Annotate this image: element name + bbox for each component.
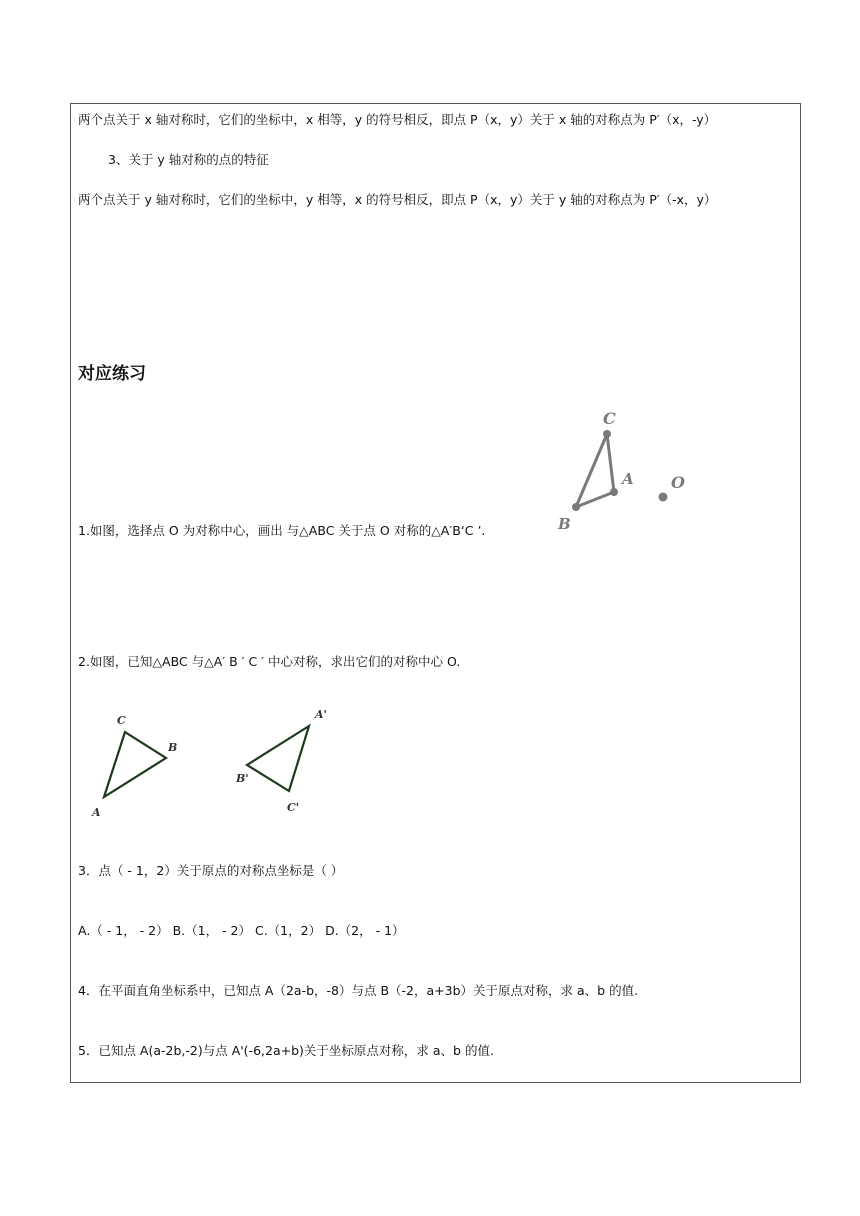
label-c: C: [603, 409, 616, 428]
question-3: 3．点（ - 1，2）关于原点的对称点坐标是（ ）: [78, 863, 344, 878]
section-title-y-axis: 3、关于 y 轴对称的点的特征: [108, 152, 269, 167]
question-2: 2.如图，已知△ABC 与△A′ B ′ C ′ 中心对称，求出它们的对称中心 O.: [78, 654, 461, 669]
question-1: 1.如图，选择点 O 为对称中心，画出 与△ABC 关于点 O 对称的△A′B‘C ’.: [78, 523, 486, 538]
label-o: O: [671, 473, 685, 492]
label-b-fig2: B: [168, 741, 178, 754]
label-b-prime: B': [236, 772, 249, 785]
practice-heading: 对应练习: [78, 364, 146, 384]
question-5: 5．已知点 A(a-2b,-2)与点 A'(-6,2a+b)关于坐标原点对称，求 a、b 的值.: [78, 1043, 494, 1058]
label-c-fig2: C: [117, 714, 126, 727]
rule-y-axis-symmetry: 两个点关于 y 轴对称时，它们的坐标中，y 相等，x 的符号相反，即点 P（x，y）关于 y 轴的对称点为 P′（-x，y）: [78, 192, 717, 207]
label-a-prime: A': [315, 708, 327, 721]
label-b: B: [558, 515, 571, 533]
label-a-fig2: A: [92, 806, 101, 819]
label-a: A: [622, 470, 634, 488]
question-3-options: A.（ - 1， - 2） B.（1， - 2） C.（1，2） D.（2， - 1）: [78, 923, 405, 938]
rule-x-axis-symmetry: 两个点关于 x 轴对称时，它们的坐标中，x 相等，y 的符号相反，即点 P（x，y）关于 x 轴的对称点为 P′（x，-y）: [78, 112, 717, 127]
label-c-prime: C': [287, 801, 300, 814]
question-4: 4．在平面直角坐标系中，已知点 A（2a-b，-8）与点 B（-2，a+3b）关于原点对称，求 a、b 的值.: [78, 983, 639, 998]
